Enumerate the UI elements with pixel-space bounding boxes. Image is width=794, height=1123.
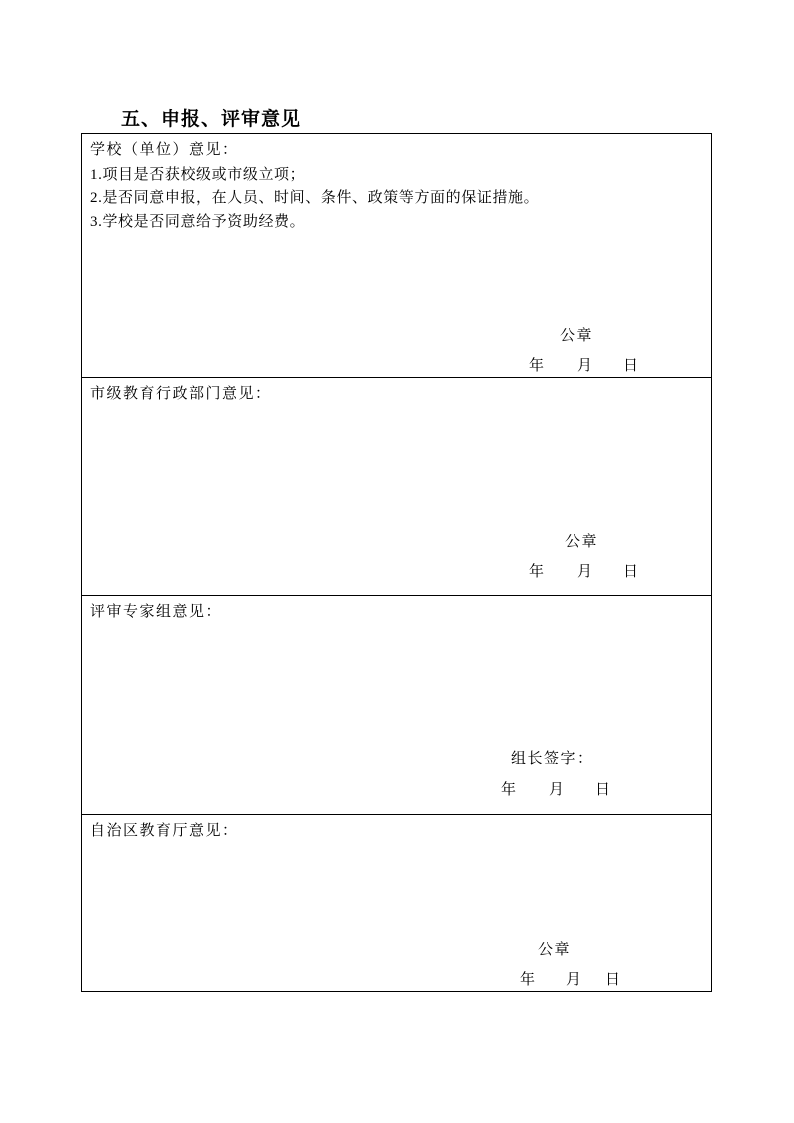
guideline-text: 是否同意申报，在人员、时间、条件、政策等方面的保证措施。 [102, 188, 540, 206]
guideline-text: 项目是否获校级或市级立项； [102, 165, 306, 183]
date-day: 日 [623, 356, 639, 374]
date-day: 日 [595, 780, 611, 798]
date-day: 日 [605, 970, 621, 988]
official-seal-label: 公章 [560, 326, 594, 344]
guideline-text: 学校是否同意给予资助经费。 [102, 212, 306, 230]
school-opinion-label: 学校（单位）意见： [90, 140, 239, 158]
date-year: 年 [520, 970, 536, 988]
date-year: 年 [501, 780, 517, 798]
official-seal-label: 公章 [538, 940, 572, 958]
guideline-item [90, 210, 305, 231]
group-leader-signature-label: 组长签字： [511, 749, 594, 767]
official-seal-label: 公章 [565, 532, 599, 550]
guideline-number: 2. [90, 190, 103, 206]
date-month: 月 [577, 356, 593, 374]
guideline-number: 3. [90, 214, 103, 230]
date-month: 月 [549, 780, 565, 798]
page-title: 五、申报、评审意见 [121, 108, 302, 130]
date-day: 日 [623, 562, 639, 580]
guideline-item [90, 163, 305, 184]
regional-education-department-opinion-label: 自治区教育厅意见： [90, 821, 239, 839]
review-opinions-table [81, 133, 712, 992]
date-year: 年 [529, 356, 545, 374]
municipal-education-opinion-label: 市级教育行政部门意见： [90, 384, 272, 402]
expert-panel-opinion-label: 评审专家组意见： [90, 602, 223, 620]
date-month: 月 [577, 562, 593, 580]
guideline-item [90, 186, 539, 207]
municipal-education-opinion-section[interactable] [82, 378, 711, 596]
date-year: 年 [529, 562, 545, 580]
expert-panel-opinion-section[interactable] [82, 596, 711, 815]
regional-education-department-opinion-section[interactable] [82, 815, 711, 992]
school-opinion-section[interactable] [82, 134, 711, 378]
guideline-number: 1. [90, 167, 103, 183]
date-month: 月 [566, 970, 582, 988]
